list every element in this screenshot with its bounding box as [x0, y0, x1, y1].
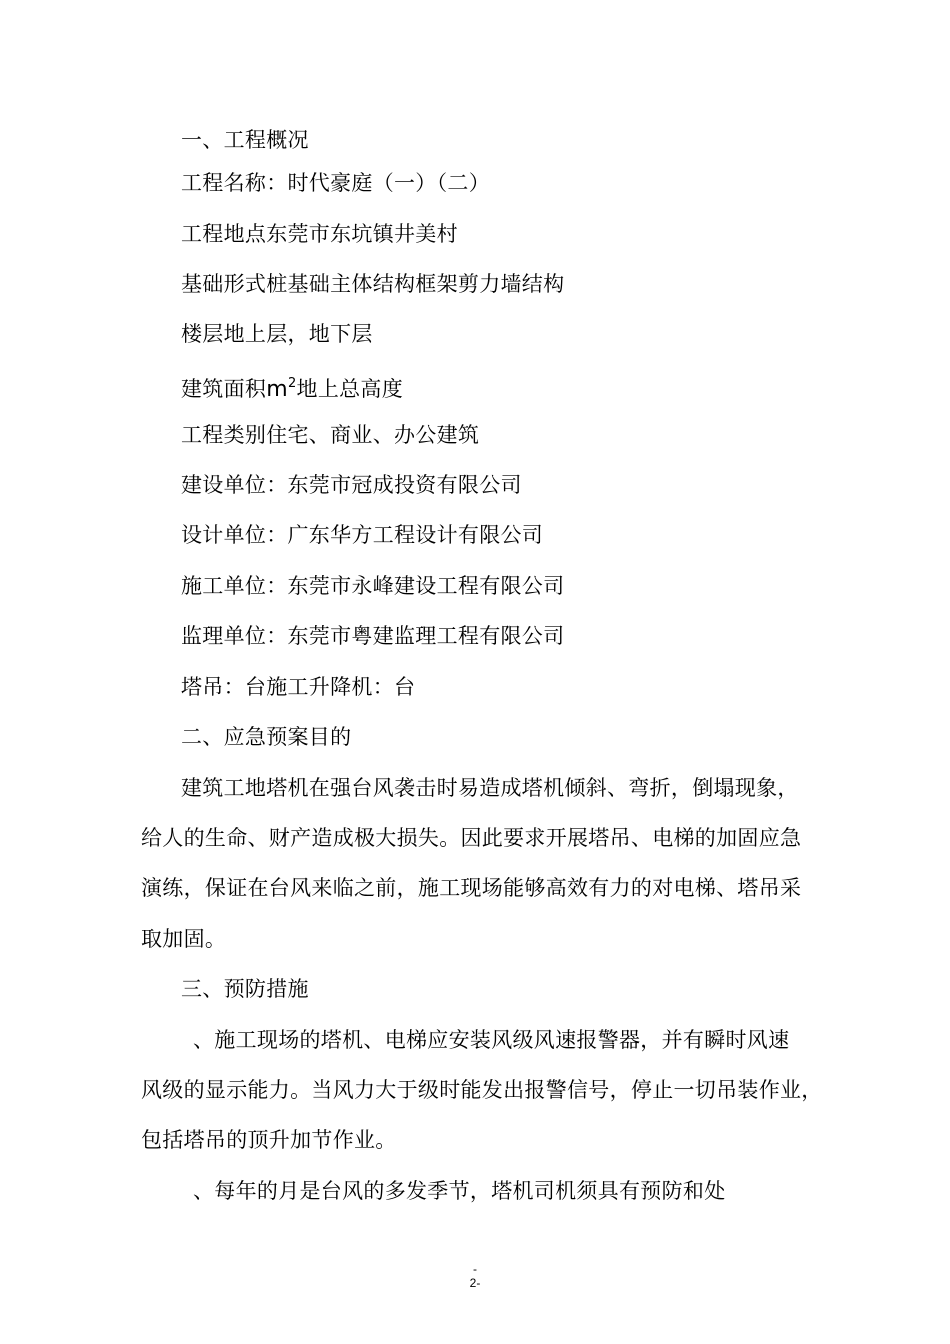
building-area-label: 建筑面积: [181, 377, 267, 401]
purpose-paragraph-line-2: 给人的生命、财产造成极大损失。因此要求开展塔吊、电梯的加固应急: [141, 826, 802, 850]
project-name-line: 工程名称：时代豪庭（一）（二）: [181, 171, 490, 195]
project-category-line: 工程类别住宅、商业、办公建筑: [181, 423, 480, 447]
section-heading-overview: 一、工程概况: [181, 128, 309, 152]
purpose-paragraph-line-4: 取加固。: [141, 927, 227, 951]
foundation-structure-line: 基础形式桩基础主体结构框架剪力墙结构: [181, 272, 565, 296]
building-area-line: [181, 370, 403, 404]
floors-line: 楼层地上层，地下层: [181, 322, 373, 346]
prevention-item-1-line-1: 、施工现场的塔机、电梯应安装风级风速报警器，并有瞬时风速: [193, 1028, 790, 1052]
area-unit-superscript: 2: [287, 376, 297, 391]
area-unit: m: [266, 377, 288, 402]
equipment-line: 塔吊：台施工升降机：台: [181, 675, 416, 699]
page-number: 2-: [469, 1276, 481, 1290]
page-number-dash: -: [473, 1262, 477, 1276]
supervisor-line: 监理单位：东莞市粤建监理工程有限公司: [181, 624, 565, 648]
developer-line: 建设单位：东莞市冠成投资有限公司: [181, 473, 522, 497]
purpose-paragraph-line-1: 建筑工地塔机在强台风袭击时易造成塔机倾斜、弯折，倒塌现象，: [181, 776, 799, 800]
prevention-item-2-line-1: 、每年的月是台风的多发季节，塔机司机须具有预防和处: [193, 1179, 726, 1203]
purpose-paragraph-line-3: 演练，保证在台风来临之前，施工现场能够高效有力的对电梯、塔吊采: [141, 876, 802, 900]
prevention-item-1-line-3: 包括塔吊的顶升加节作业。: [141, 1128, 397, 1152]
prevention-item-1-line-2: 风级的显示能力。当风力大于级时能发出报警信号，停止一切吊装作业，: [141, 1078, 823, 1102]
section-heading-prevention: 三、预防措施: [181, 977, 309, 1001]
contractor-line: 施工单位：东莞市永峰建设工程有限公司: [181, 574, 565, 598]
total-height-label: 地上总高度: [296, 377, 404, 401]
project-location-line: 工程地点东莞市东坑镇井美村: [181, 222, 458, 246]
designer-line: 设计单位：广东华方工程设计有限公司: [181, 523, 544, 547]
section-heading-purpose: 二、应急预案目的: [181, 725, 352, 749]
